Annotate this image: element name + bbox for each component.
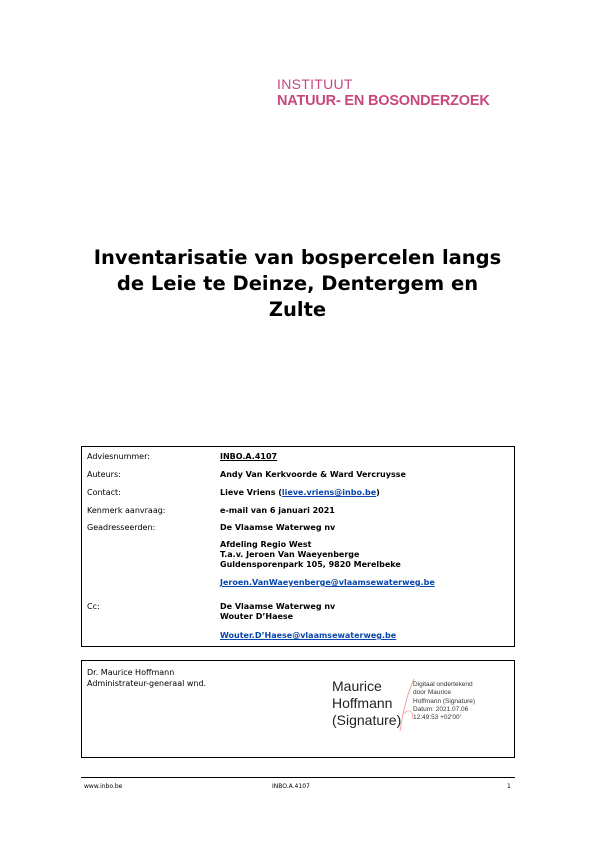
sig-line-2: Hoffmann	[332, 695, 393, 711]
footer-page-number: 1	[507, 783, 511, 790]
kenmerk-value: e-mail van 6 januari 2021	[220, 506, 335, 515]
contact-email-link[interactable]: lieve.vriens@inbo.be	[281, 488, 377, 497]
digital-signature-name	[332, 678, 401, 729]
geadresseerden-line-2: Afdeling Regio West	[220, 540, 312, 549]
footer-reference: INBO.A.4107	[272, 783, 310, 790]
adviesnummer-label: Adviesnummer:	[87, 452, 150, 461]
contact-value	[220, 488, 380, 498]
geadresseerden-line-4: Guldensporenpark 105, 9820 Merelbeke	[220, 560, 401, 569]
geadresseerden-email-link[interactable]: Jeroen.VanWaeyenberge@vlaamsewaterweg.be	[220, 578, 435, 587]
contact-close: )	[376, 488, 380, 497]
auteurs-value: Andy Van Kerkvoorde & Ward Vercruysse	[220, 470, 406, 479]
footer-divider	[81, 777, 515, 778]
cc-email-link[interactable]: Wouter.D’Haese@vlaamsewaterweg.be	[220, 631, 397, 640]
sig-line-3: (Signature)	[332, 712, 402, 728]
signer-role: Administrateur-generaal wnd.	[87, 679, 207, 688]
geadresseerden-line-3: T.a.v. Jeroen Van Waeyenberge	[220, 550, 360, 559]
sig-line-1: Maurice	[332, 678, 382, 694]
digital-line-3: Hoffmann (Signature)	[413, 697, 476, 705]
logo-line-2: NATUUR- EN BOSONDERZOEK	[277, 93, 490, 109]
digital-line-1: Digitaal ondertekend	[413, 681, 473, 688]
digital-line-4: Datum: 2021.07.06	[413, 705, 469, 713]
contact-name: Lieve Vriens (	[220, 488, 282, 497]
inbo-logo	[277, 76, 490, 110]
geadresseerden-line-1: De Vlaamse Waterweg nv	[220, 523, 336, 532]
auteurs-label: Auteurs:	[87, 470, 121, 479]
digital-signature-details	[413, 681, 475, 722]
digital-line-2: door Maurice	[413, 689, 451, 697]
title-line-3: Zulte	[268, 298, 327, 321]
logo-line-1: INSTITUUT	[277, 76, 353, 92]
contact-label: Contact:	[87, 488, 121, 497]
adviesnummer-value: INBO.A.4107	[220, 452, 278, 461]
title-line-1: Inventarisatie van bospercelen langs	[93, 246, 502, 269]
title-line-2: de Leie te Deinze, Dentergem en	[116, 272, 479, 295]
geadresseerden-label: Geadresseerden:	[87, 523, 156, 532]
signer-name: Dr. Maurice Hoffmann	[87, 668, 175, 677]
kenmerk-label: Kenmerk aanvraag:	[87, 506, 166, 515]
cc-line-2: Wouter D’Haese	[220, 612, 294, 621]
metadata-box	[81, 446, 515, 647]
document-title	[60, 245, 535, 323]
cc-label: Cc:	[87, 602, 100, 611]
digital-line-5: 12:49:53 +02'00'	[413, 714, 461, 722]
footer-website: www.inbo.be	[84, 783, 123, 790]
signature-box	[81, 660, 515, 758]
cc-line-1: De Vlaamse Waterweg nv	[220, 602, 336, 611]
